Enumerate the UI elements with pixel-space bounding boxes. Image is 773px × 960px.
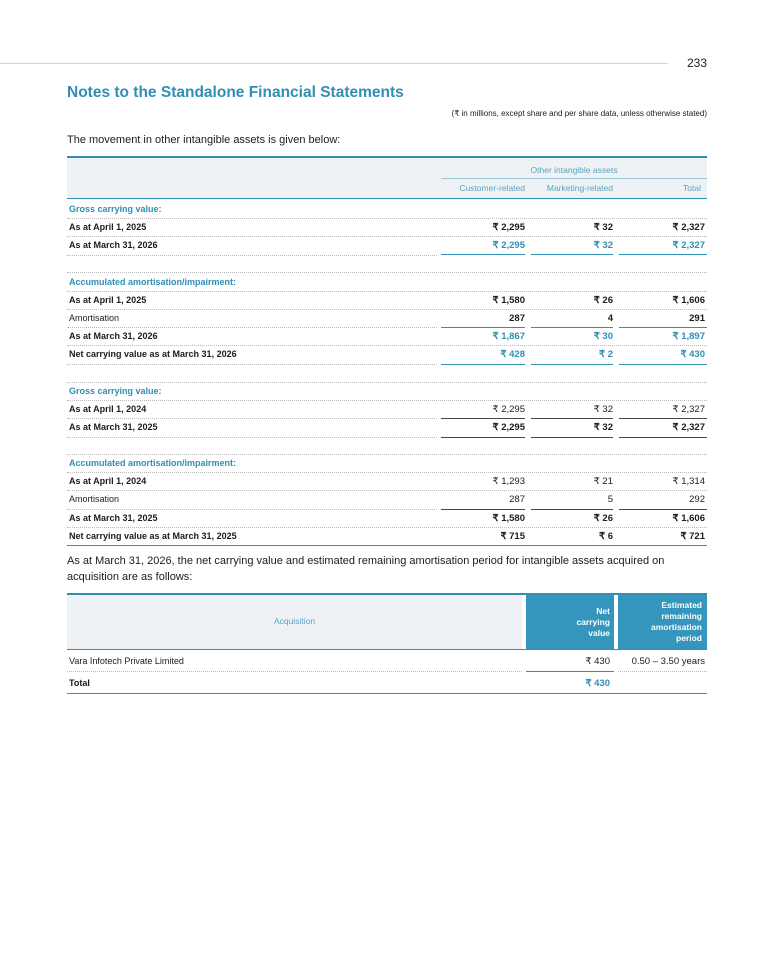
cell-customer: ₹ 1,580	[492, 295, 525, 306]
page-number: 233	[686, 56, 707, 70]
subtotal-rule	[531, 509, 613, 510]
cell-customer: ₹ 715	[500, 531, 525, 542]
table-row	[67, 419, 707, 437]
cell-total: ₹ 1,606	[672, 295, 705, 306]
row-divider	[67, 218, 707, 219]
total-rule	[619, 437, 707, 438]
row-label: Amortisation	[69, 494, 120, 504]
header-line: period	[676, 633, 702, 643]
table-row	[67, 328, 707, 346]
header-line: carrying	[576, 617, 610, 627]
table-row	[67, 346, 707, 364]
cell-total: ₹ 1,606	[672, 513, 705, 524]
cell-customer: ₹ 2,295	[492, 222, 525, 233]
cell-total: ₹ 2,327	[672, 422, 705, 433]
row-label: As at March 31, 2025	[69, 513, 158, 523]
cell-customer: 287	[509, 313, 525, 324]
row-divider	[67, 527, 707, 528]
subtotal-rule	[441, 509, 525, 510]
cell-customer: ₹ 2,295	[492, 240, 525, 251]
subtotal-rule	[441, 327, 525, 328]
row-divider	[67, 400, 707, 401]
cell-total: ₹ 2,327	[672, 404, 705, 415]
cell-total: ₹ 1,897	[672, 331, 705, 342]
row-divider	[67, 309, 707, 310]
column-header-net-carrying-value	[526, 606, 610, 639]
subtotal-rule	[619, 509, 707, 510]
row-divider	[67, 671, 522, 672]
table-row	[67, 510, 707, 528]
row-divider	[618, 671, 707, 672]
cell-customer: ₹ 2,295	[492, 422, 525, 433]
table-row	[67, 528, 707, 546]
table2-bottom-rule	[67, 693, 707, 694]
total-rule	[531, 437, 613, 438]
table-row	[67, 237, 707, 255]
table-row	[67, 653, 707, 671]
cell-marketing: ₹ 2	[599, 349, 613, 360]
row-divider	[67, 418, 437, 419]
table-row	[67, 274, 707, 292]
cell-total: ₹ 1,314	[672, 476, 705, 487]
header-line: Net	[596, 606, 610, 616]
cell-marketing: ₹ 26	[593, 295, 613, 306]
header-line: remaining	[661, 611, 702, 621]
column-header-acquisition: Acquisition	[273, 616, 316, 626]
top-rule	[0, 63, 668, 64]
subtotal-rule	[441, 418, 525, 419]
cell-remaining-period: 0.50 – 3.50 years	[631, 656, 705, 667]
row-label: As at March 31, 2025	[69, 422, 158, 432]
cell-customer: ₹ 1,867	[492, 331, 525, 342]
cell-marketing: ₹ 30	[593, 331, 613, 342]
cell-net-carrying-value: ₹ 430	[585, 656, 610, 667]
subtotal-rule	[619, 418, 707, 419]
table2-header-rule	[67, 649, 707, 650]
row-label: Amortisation	[69, 313, 120, 323]
acquisition-intro-text: As at March 31, 2026, the net carrying value and estimated remaining amortisation period for intangible assets acquired on acquisition are as follows:	[67, 555, 665, 583]
units-note: (₹ in millions, except share and per share data, unless otherwise stated)	[451, 109, 707, 118]
total-rule	[619, 364, 707, 365]
table-row	[67, 401, 707, 419]
table-bottom-rule	[67, 545, 707, 546]
table-row	[67, 455, 707, 473]
row-label: Total	[69, 678, 90, 688]
row-label: Gross carrying value:	[69, 204, 162, 214]
row-label: As at April 1, 2024	[69, 476, 147, 486]
column-header-marketing: Marketing-related	[546, 183, 613, 193]
column-header-total: Total	[683, 183, 701, 193]
row-divider	[67, 509, 437, 510]
row-label: Vara Infotech Private Limited	[69, 656, 184, 666]
column-group-header: Other intangible assets	[530, 165, 618, 175]
row-label: As at March 31, 2026	[69, 331, 158, 341]
row-divider	[67, 382, 707, 383]
table-row	[67, 383, 707, 401]
column-group-rule	[441, 178, 707, 179]
subtotal-rule	[526, 671, 614, 672]
column-header-remaining-period	[618, 600, 702, 644]
cell-marketing: ₹ 26	[593, 513, 613, 524]
cell-marketing: ₹ 32	[593, 422, 613, 433]
row-label: Net carrying value as at March 31, 2025	[69, 531, 237, 541]
row-divider	[67, 291, 707, 292]
table-row	[67, 292, 707, 310]
table-header-rule	[67, 198, 707, 199]
table-row	[67, 310, 707, 328]
cell-marketing: ₹ 21	[593, 476, 613, 487]
subtotal-rule	[531, 254, 613, 255]
header-line: Estimated	[661, 600, 702, 610]
intro-text: The movement in other intangible assets is given below:	[67, 134, 341, 146]
row-label: Gross carrying value:	[69, 386, 162, 396]
cell-total: 291	[689, 313, 705, 324]
row-label: As at April 1, 2025	[69, 295, 147, 305]
subtotal-rule	[531, 418, 613, 419]
row-divider	[67, 437, 437, 438]
row-divider	[67, 364, 437, 365]
row-divider	[67, 255, 437, 256]
cell-customer: ₹ 2,295	[492, 404, 525, 415]
cell-marketing: ₹ 6	[599, 531, 613, 542]
column-header-customer: Customer-related	[459, 183, 525, 193]
cell-total: ₹ 721	[680, 531, 705, 542]
cell-customer: ₹ 1,580	[492, 513, 525, 524]
page-title: Notes to the Standalone Financial Statements	[67, 84, 404, 101]
cell-total: 292	[689, 494, 705, 505]
cell-customer: ₹ 1,293	[492, 476, 525, 487]
cell-total: ₹ 2,327	[672, 222, 705, 233]
header-line: amortisation	[650, 622, 702, 632]
row-divider	[67, 272, 707, 273]
table-row	[67, 675, 707, 693]
cell-marketing: 5	[607, 494, 613, 505]
subtotal-rule	[441, 254, 525, 255]
subtotal-rule	[531, 327, 613, 328]
row-label: As at April 1, 2025	[69, 222, 147, 232]
row-divider	[67, 472, 707, 473]
row-divider	[67, 345, 707, 346]
cell-marketing: 4	[607, 313, 613, 324]
row-label: As at April 1, 2024	[69, 404, 147, 414]
table-row	[67, 491, 707, 509]
table-row	[67, 473, 707, 491]
row-divider	[67, 236, 707, 237]
row-label: As at March 31, 2026	[69, 240, 158, 250]
row-label: Net carrying value as at March 31, 2026	[69, 349, 237, 359]
table-row	[67, 201, 707, 219]
subtotal-rule	[619, 327, 707, 328]
header-line: value	[588, 628, 610, 638]
cell-marketing: ₹ 32	[593, 222, 613, 233]
cell-customer: 287	[509, 494, 525, 505]
subtotal-rule	[619, 254, 707, 255]
total-rule	[441, 364, 525, 365]
total-rule	[531, 364, 613, 365]
row-label: Accumulated amortisation/impairment:	[69, 277, 237, 287]
cell-total: ₹ 430	[680, 349, 705, 360]
cell-customer: ₹ 428	[500, 349, 525, 360]
row-divider	[67, 490, 707, 491]
table-row	[67, 219, 707, 237]
row-divider	[67, 454, 707, 455]
cell-net-carrying-value: ₹ 430	[585, 678, 610, 689]
cell-total: ₹ 2,327	[672, 240, 705, 251]
total-rule	[441, 437, 525, 438]
cell-marketing: ₹ 32	[593, 404, 613, 415]
row-divider	[67, 327, 437, 328]
cell-marketing: ₹ 32	[593, 240, 613, 251]
row-label: Accumulated amortisation/impairment:	[69, 458, 237, 468]
